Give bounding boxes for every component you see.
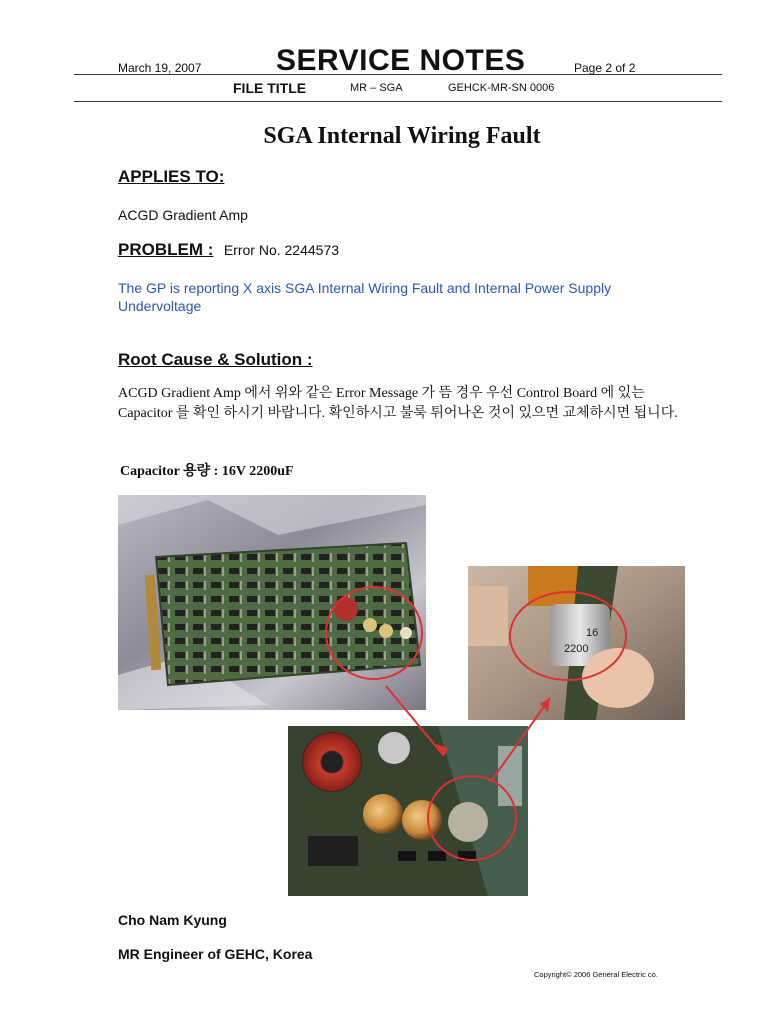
capacitor-value-label: 2200 <box>564 643 589 655</box>
problem-heading: PROBLEM : <box>118 240 214 259</box>
file-code: GEHCK-MR-SN 0006 <box>448 82 555 94</box>
problem-value: Error No. 2244573 <box>223 242 340 258</box>
applies-to-heading: APPLIES TO: <box>118 167 225 186</box>
capacitor-voltage-label: 16 <box>586 627 599 639</box>
control-board-photo <box>118 495 426 710</box>
file-title-label: FILE TITLE <box>233 80 307 96</box>
header-rule-top <box>74 74 722 75</box>
problem-line <box>118 240 339 260</box>
capacitor-spec: Capacitor 용량 : 16V 2200uF <box>120 464 294 479</box>
page-number: Page 2 of 2 <box>574 61 636 75</box>
service-notes-title: SERVICE NOTES <box>276 44 526 77</box>
root-cause-heading: Root Cause & Solution : <box>118 350 313 369</box>
document-title: SGA Internal Wiring Fault <box>263 123 541 149</box>
header-rule-bottom <box>74 101 722 102</box>
root-cause-text: ACGD Gradient Amp 에서 위와 같은 Error Message 가 뜸 경우 우선 Control Board 에 있는 Capacitor 를 확인 하시기 바랍니다. 확인하시고 불룩 튀어나온 것이 있으면 교체하시면 됩니다. <box>118 386 678 421</box>
author-name: Cho Nam Kyung <box>118 912 227 928</box>
applies-to-value: ACGD Gradient Amp <box>118 207 248 223</box>
problem-description: The GP is reporting X axis SGA Internal Wiring Fault and Internal Power Supply Undervoltage <box>118 280 612 314</box>
highlight-arrows <box>380 680 580 800</box>
copyright-notice: Copyright© 2006 General Electric co. <box>534 970 658 979</box>
author-role: MR Engineer of GEHC, Korea <box>118 946 313 962</box>
document-date: March 19, 2007 <box>118 61 202 75</box>
file-subject: MR – SGA <box>350 82 403 94</box>
